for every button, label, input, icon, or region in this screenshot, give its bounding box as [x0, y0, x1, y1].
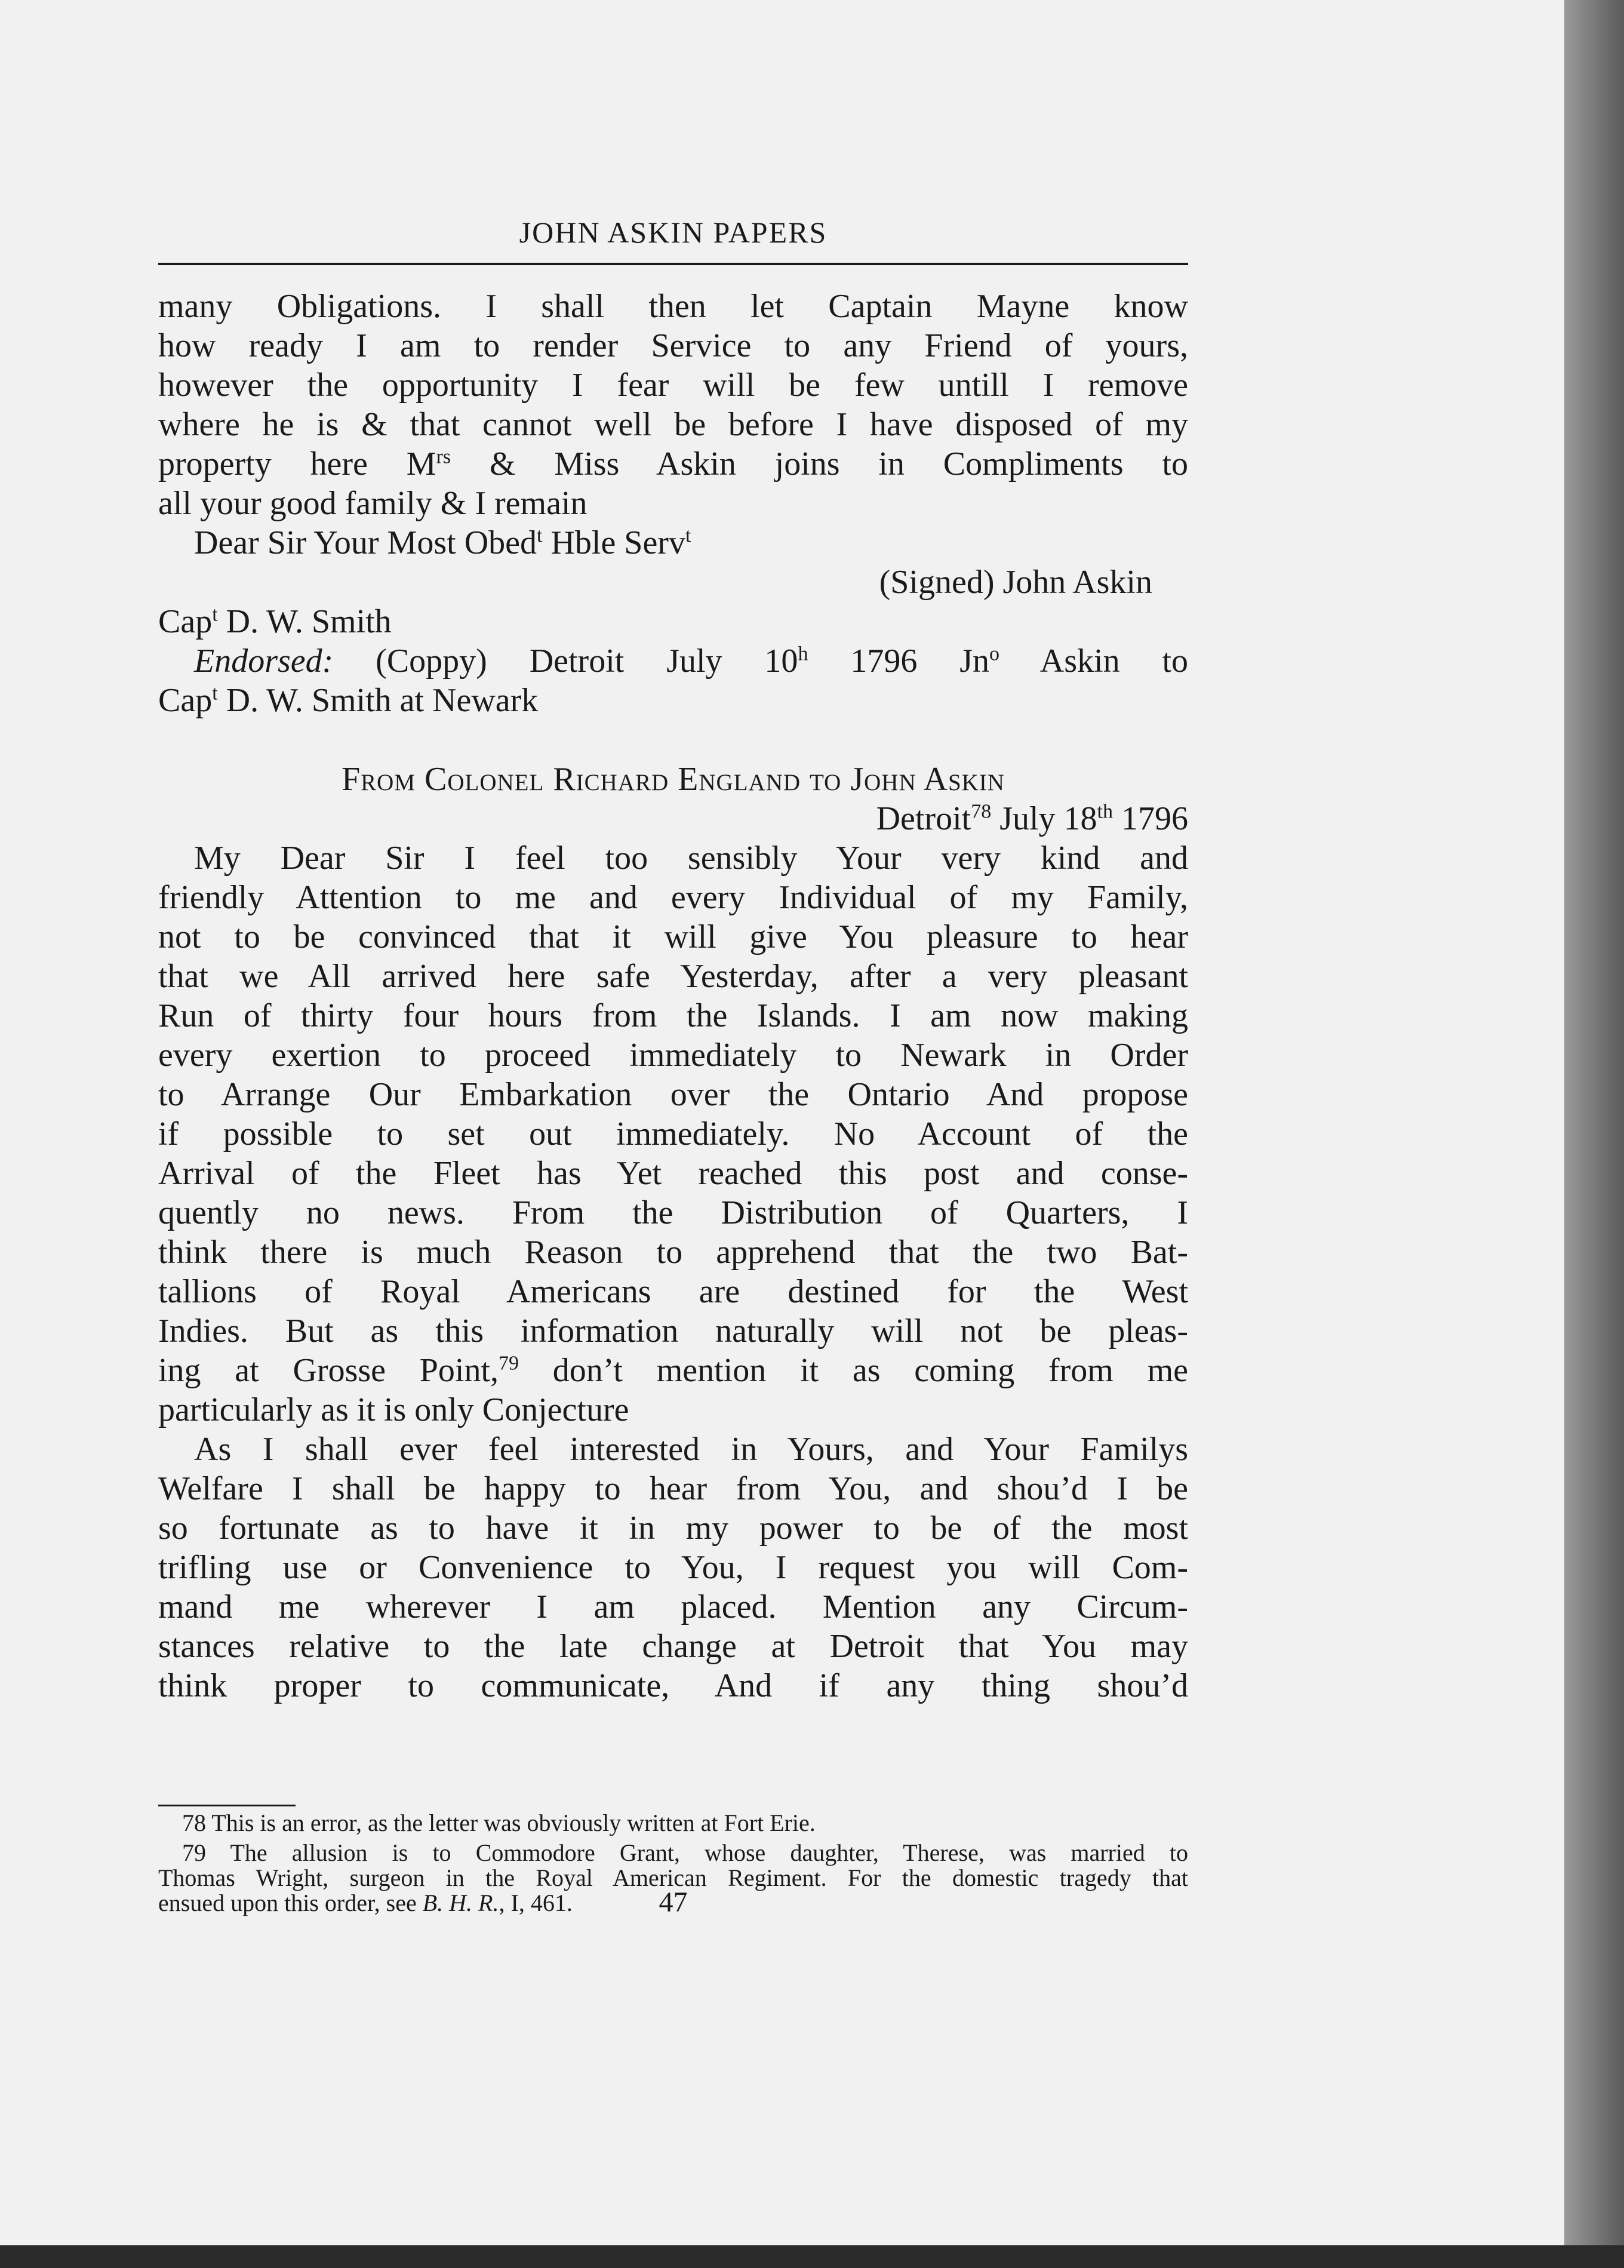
page-number: 47 [659, 1886, 688, 1918]
text-line: trifling use or Convenience to You, I request you will Com- [158, 1549, 1188, 1586]
text-line: where he is & that cannot well be before I have disposed of my [158, 406, 1188, 443]
text-line: think there is much Reason to apprehend that the two Bat- [158, 1234, 1188, 1271]
text-line: so fortunate as to have it in my power to be of the most [158, 1510, 1188, 1547]
text-line: mand me wherever I am placed. Mention any Circum- [158, 1588, 1188, 1625]
text-line: quently no news. From the Distribution of Quarters, I [158, 1194, 1188, 1231]
dateline: Detroit$^{78}$ July 18th 1796 [876, 800, 1188, 837]
running-header: JOHN ASKIN PAPERS [519, 216, 828, 249]
text-line: not to be convinced that it will give You pleasure to hear [158, 918, 1188, 955]
footnote-78: 78 This is an error, as the letter was obviously written at Fort Erie. [182, 1809, 816, 1836]
text-line: friendly Attention to me and every Individual of my Family, [158, 879, 1188, 916]
addressee: Cap$^t$ D. W. Smith [158, 603, 392, 640]
text-line: Arrival of the Fleet has Yet reached this post and conse- [158, 1155, 1188, 1192]
text-line: Indies. But as this information naturally will not be pleas- [158, 1313, 1188, 1350]
text-line: property here $M^{rs}$ & Miss Askin joins in Compliments to [158, 445, 1188, 483]
footnote-79-line-3: ensued upon this order, see B. H. R., I, 461. [158, 1889, 573, 1916]
text-line: however the opportunity I fear will be few untill I remove [158, 367, 1188, 404]
text-line: Welfare I shall be happy to hear from You, and shou’d I be [158, 1470, 1188, 1507]
signature: (Signed) John Askin [879, 564, 1152, 601]
text-line: Run of thirty four hours from the Islands. I am now making [158, 997, 1188, 1034]
text-line: to Arrange Our Embarkation over the Ontario And propose [158, 1076, 1188, 1113]
text-line: particularly as it is only Conjecture [158, 1391, 629, 1428]
text-line: My Dear Sir I feel too sensibly Your very kind and [194, 840, 1188, 877]
text-line: all your good family & I remain [158, 485, 588, 522]
footnote-rule [158, 1805, 296, 1806]
closing: Dear Sir Your Most Obed$^t$ Hble Serv$^t$ [194, 524, 691, 561]
text-line: stances relative to the late change at Detroit that You may [158, 1628, 1188, 1665]
scan-border [0, 2245, 1624, 2268]
text-line: As I shall ever feel interested in Yours, and Your Familys [194, 1431, 1188, 1468]
text-line: if possible to set out immediately. No Account of the [158, 1115, 1188, 1153]
footnote-79-line-2: Thomas Wright, surgeon in the Royal American Regiment. For the domestic tragedy that [158, 1864, 1188, 1891]
spacer [158, 720, 1188, 760]
text-line: think proper to communicate, And if any thing shou’d [158, 1667, 1188, 1704]
body-text [158, 287, 1188, 1705]
text-line: every exertion to proceed immediately to Newark in Order [158, 1037, 1188, 1074]
text-line: that we All arrived here safe Yesterday, after a very pleasant [158, 958, 1188, 995]
footnote-79: 79 The allusion is to Commodore Grant, whose daughter, Therese, was married to [182, 1839, 1188, 1866]
text-line: many Obligations. I shall then let Captain Mayne know [158, 288, 1188, 325]
header-rule [158, 263, 1188, 265]
endorsement-line-2: Cap$^t$ D. W. Smith at Newark [158, 682, 539, 719]
page-edge-shadow [1564, 0, 1624, 2268]
section-title: From Colonel Richard England to John Askin [342, 761, 1005, 798]
endorsement: Endorsed: (Coppy) Detroit July 10$^h$ 1796 Jn$^o$ Askin to [194, 643, 1188, 680]
text-line: how ready I am to render Service to any Friend of yours, [158, 327, 1188, 364]
text-line: tallions of Royal Americans are destined for the West [158, 1273, 1188, 1310]
text-line: ing at Grosse Point,$^{79}$ don’t mention it as coming from me [158, 1352, 1188, 1389]
